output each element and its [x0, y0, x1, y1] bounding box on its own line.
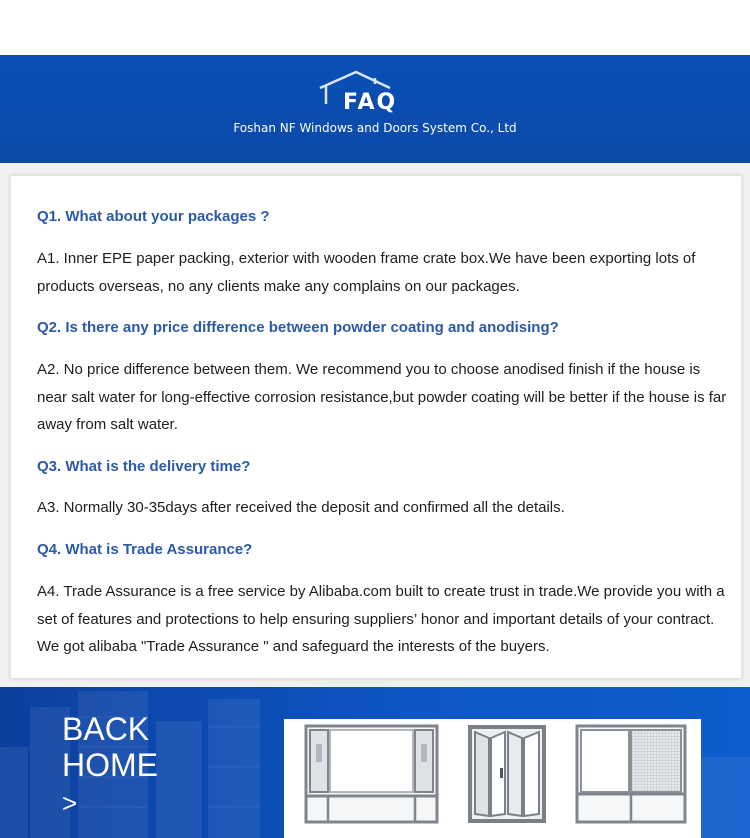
- footer-banner: [0, 687, 750, 838]
- back-home-line-1: BACK: [62, 711, 150, 747]
- faq-question-4: Q4. What is Trade Assurance?: [37, 541, 253, 558]
- faq-question-3: Q3. What is the delivery time?: [37, 458, 251, 475]
- product-window-images: [284, 719, 701, 838]
- sliding-window-image: [575, 724, 687, 824]
- top-spacer: [0, 0, 750, 55]
- faq-answer-2: A2. No price difference between them. We recommend you to choose anodised finish if the house is near salt water for long-effective corrosion resistance,but powder coating will be better if the house is far away from salt water.: [37, 361, 727, 433]
- faq-answer-1: A1. Inner EPE paper packing, exterior with wooden frame crate box.We have been exporting lots of products overseas, no any clients make any complains on our packages.: [37, 250, 696, 295]
- faq-card: [10, 175, 742, 679]
- back-home-line-2: HOME: [62, 747, 158, 783]
- faq-question-2: Q2. Is there any price difference between powder coating and anodising?: [37, 319, 559, 336]
- faq-answer-3: A3. Normally 30-35days after received the deposit and confirmed all the details.: [37, 499, 565, 516]
- casement-window-image: [304, 724, 439, 824]
- folding-door-image: [467, 724, 547, 824]
- faq-answer-4: A4. Trade Assurance is a free service by Alibaba.com built to create trust in trade.We provide you with a set of features and protections to help ensuring suppliers’ honor and important details of your contract. We got alibaba "Trade Assurance " and safeguard the interests of the buyers.: [37, 583, 725, 655]
- page-title: FAQ: [343, 90, 398, 115]
- faq-header: [0, 55, 750, 163]
- back-home-link[interactable]: [62, 711, 158, 783]
- company-name: Foshan NF Windows and Doors System Co., Ltd: [233, 121, 517, 135]
- back-arrow-icon: >: [62, 788, 78, 818]
- faq-question-1: Q1. What about your packages ?: [37, 208, 270, 225]
- faq-panel: [0, 163, 750, 687]
